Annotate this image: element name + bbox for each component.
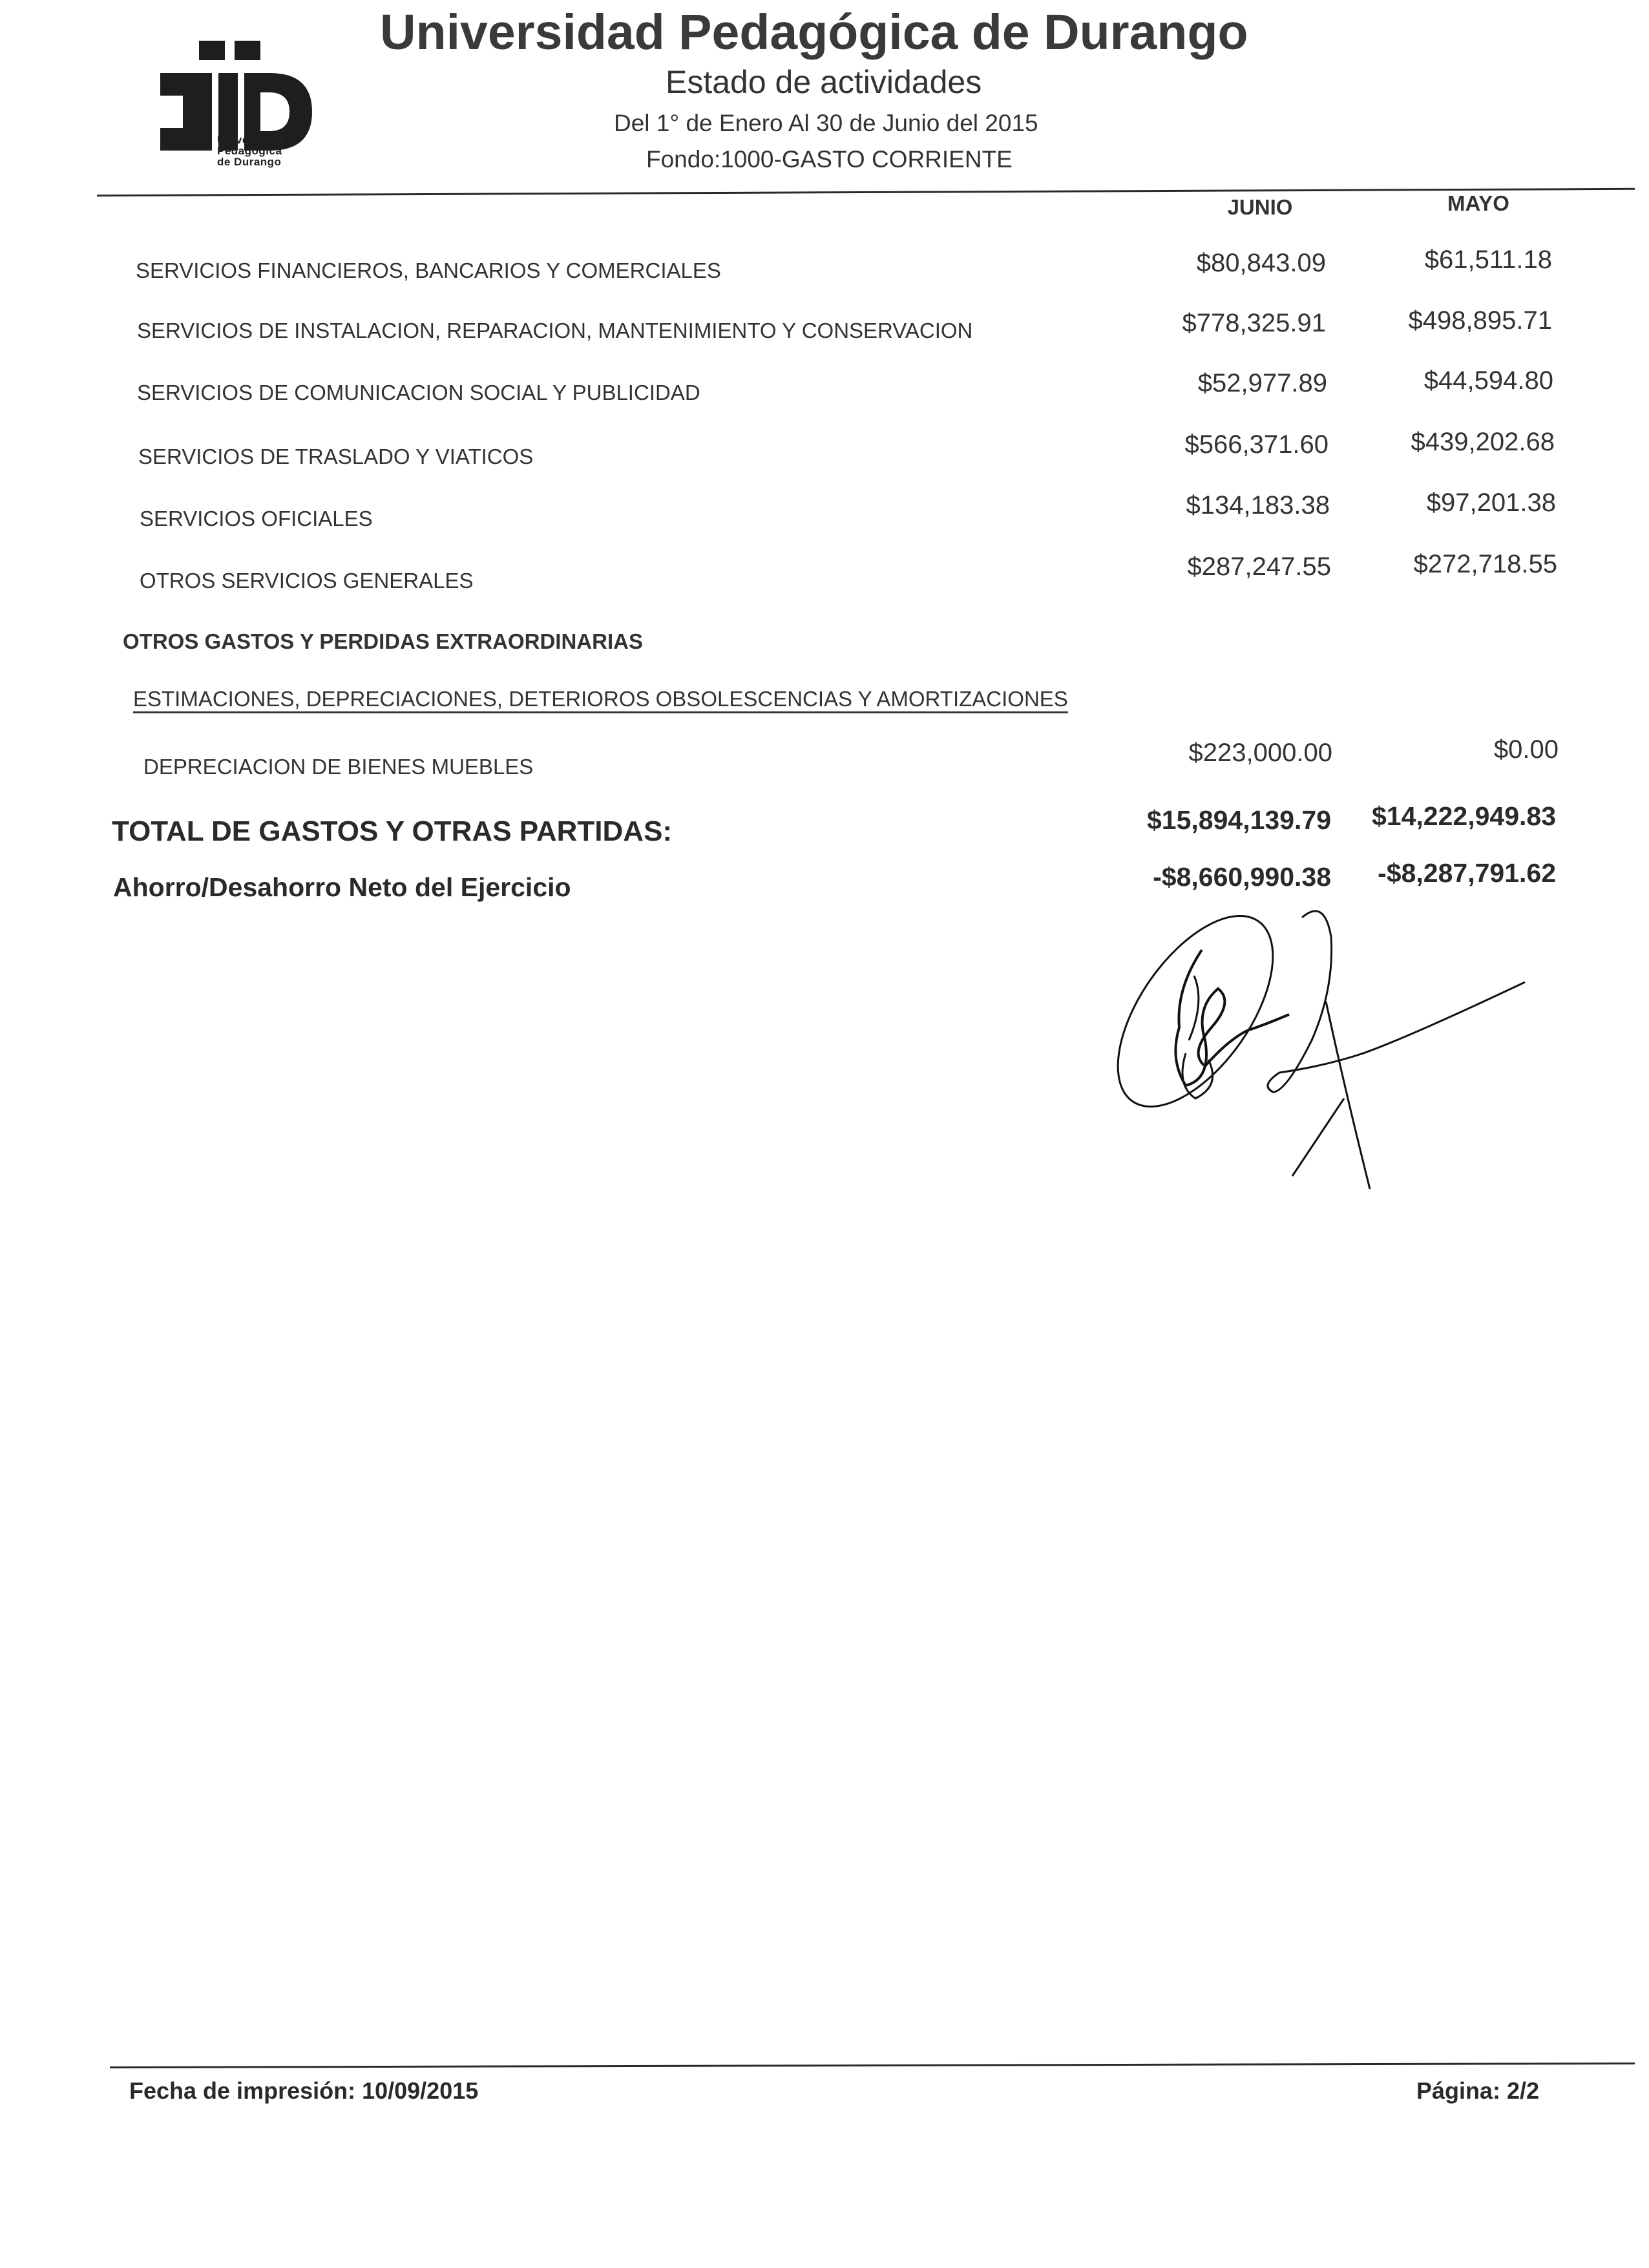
amount-junio: $287,247.55	[1187, 552, 1331, 581]
amount-mayo: $0.00	[1493, 735, 1559, 764]
row-label: SERVICIOS FINANCIEROS, BANCARIOS Y COMERCIALES	[136, 258, 721, 282]
net-result-junio: -$8,660,990.38	[1153, 862, 1331, 892]
net-result-mayo: -$8,287,791.62	[1378, 858, 1556, 888]
row-label: DEPRECIACION DE BIENES MUEBLES	[143, 755, 534, 779]
amount-mayo: $61,511.18	[1424, 246, 1552, 274]
page-number: Página: 2/2	[1416, 2077, 1540, 2104]
reporting-period: Del 1° de Enero Al 30 de Junio del 2015	[614, 110, 1038, 136]
amount-mayo: $272,718.55	[1413, 550, 1557, 578]
section-heading: OTROS GASTOS Y PERDIDAS EXTRAORDINARIAS	[123, 629, 643, 653]
total-label: TOTAL DE GASTOS Y OTRAS PARTIDAS:	[112, 815, 673, 847]
document-title: Universidad Pedagógica de Durango	[380, 5, 1248, 60]
amount-mayo: $44,594.80	[1423, 366, 1553, 395]
row-label: SERVICIOS OFICIALES	[140, 507, 373, 530]
row-label: OTROS SERVICIOS GENERALES	[140, 569, 474, 593]
net-result-label: Ahorro/Desahorro Neto del Ejercicio	[113, 872, 571, 902]
total-junio: $15,894,139.79	[1147, 805, 1331, 835]
university-logo	[154, 37, 341, 186]
print-date: Fecha de impresión: 10/09/2015	[129, 2077, 479, 2104]
row-label: SERVICIOS DE TRASLADO Y VIATICOS	[138, 445, 534, 468]
amount-junio: $778,325.91	[1182, 309, 1326, 337]
row-label: SERVICIOS DE COMUNICACION SOCIAL Y PUBLICIDAD	[137, 381, 700, 404]
header-rule	[97, 188, 1635, 196]
subsection-heading: ESTIMACIONES, DEPRECIACIONES, DETERIOROS OBSOLESCENCIAS Y AMORTIZACIONES	[133, 687, 1068, 711]
amount-junio: $80,843.09	[1196, 249, 1326, 277]
amount-mayo: $97,201.38	[1426, 488, 1556, 517]
column-header-mayo: MAYO	[1447, 191, 1509, 215]
fund-label: Fondo:1000-GASTO CORRIENTE	[646, 146, 1013, 173]
amount-junio: $52,977.89	[1197, 369, 1327, 397]
column-header-junio: JUNIO	[1227, 195, 1293, 219]
handwritten-signatures	[1073, 892, 1538, 1215]
total-mayo: $14,222,949.83	[1372, 801, 1556, 831]
amount-mayo: $498,895.71	[1408, 306, 1552, 335]
amount-junio: $223,000.00	[1188, 739, 1332, 767]
logo-wordmark: Universidad Pedagógica de Durango	[217, 134, 284, 168]
footer-rule	[110, 2063, 1635, 2068]
document-subtitle: Estado de actividades	[666, 64, 982, 100]
row-label: SERVICIOS DE INSTALACION, REPARACION, MANTENIMIENTO Y CONSERVACION	[137, 319, 973, 342]
amount-junio: $566,371.60	[1184, 430, 1329, 459]
amount-junio: $134,183.38	[1186, 491, 1330, 520]
amount-mayo: $439,202.68	[1411, 428, 1555, 456]
